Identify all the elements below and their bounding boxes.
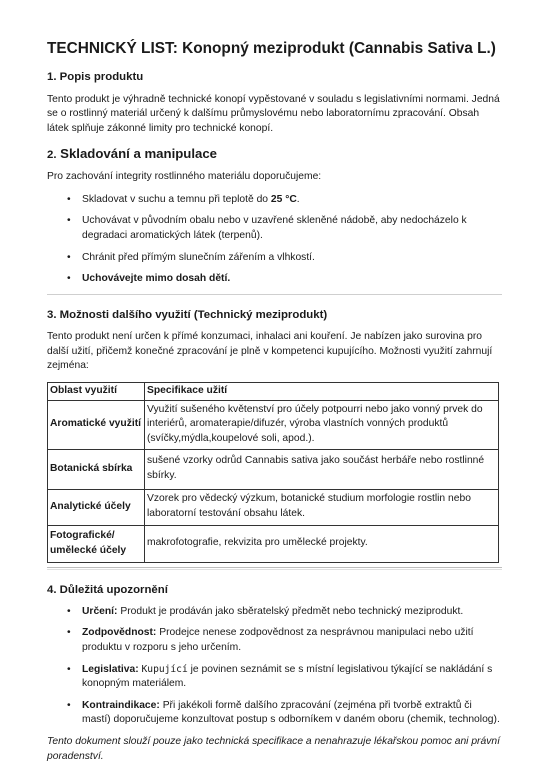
table-cell-area: Aromatické využití [48,400,145,449]
table-cell-spec: Využití sušeného květenství pro účely potpourri nebo jako vonný prvek do interiérů, aromaterapie/difuzér, výroba vlastních vonných produktů (svíčky,mýdla,koupelové soli, apod.). [145,400,499,449]
section-1-heading: 1. Popis produktu [47,71,144,84]
section-1-text: Tento produkt je výhradně technické konopí vypěstované v souladu s legislativními normami. Jedná se o rostlinný materiál určený k dalšímu průmyslovému nebo laboratornímu zpracování. Obsah látek splňuje zákonné limity pro technické konopí. [47,93,500,134]
section-2-title: Skladování a manipulace [60,145,218,161]
section-2-intro: Pro zachování integrity rostlinného materiálu doporučujeme: [47,171,322,183]
section-product-description [47,69,502,136]
table-cell-area: Fotografické/ umělecké účely [48,525,145,562]
table-cell-spec: sušené vzorky odrůd Cannabis sativa jako součást herbáře nebo rostlinné sbírky. [145,449,499,489]
storage-list [47,193,502,287]
table-row [48,489,499,525]
warnings-list [47,605,502,728]
table-cell-spec: Vzorek pro vědecký výzkum, botanické studium morfologie rostlin nebo laboratorní testování obsahu látek. [145,489,499,525]
table-header-spec: Specifikace užití [145,382,499,400]
list-item: • Určení: Produkt je prodáván jako sběratelský předmět nebo technický meziprodukt. [67,605,502,620]
table-header-row [48,382,499,400]
disclaimer-footer: Tento dokument slouží pouze jako technická specifikace a nenahrazuje lékařskou pomoc ani právní poradenství. [47,735,500,762]
document-title: TECHNICKÝ LIST: Konopný meziprodukt (Cannabis Sativa L.) [47,40,496,57]
section-3-intro: Tento produkt není určen k přímé konzumaci, inhalaci ani kouření. Je nabízen jako surovina pro další užití, přičemž konečné zpracování je plně v kompetenci kupujícího. Možnosti využití zahrnují zejména: [47,331,493,372]
section-4-heading: 4. Důležitá upozornění [47,583,168,596]
list-item: • Kontraindikace: Při jakékoli formě dalšího zpracování (zejména při tvorbě extraktů či mastí) doporučujeme konzultovat postup s odborníkem v daném oboru (chemik, technolog). [67,699,502,728]
section-usage [47,307,502,563]
list-item: • Uchovávat v původním obalu nebo v uzavřené skleněné nádobě, aby nedocházelo k degradaci aromatických látek (terpenů). [67,214,502,243]
list-item: • Skladovat v suchu a temnu při teplotě do 25 °C. [67,193,502,208]
list-item: • Zodpovědnost: Prodejce nenese zodpovědnost za nesprávnou manipulaci nebo užití produktu v rozporu s jeho určením. [67,626,502,655]
section-warnings [47,582,502,728]
section-3-heading: 3. Možnosti dalšího využití (Technický meziprodukt) [47,308,328,321]
list-item: • Legislativa: Kupující je povinen seznámit se s místní legislativou týkající se nakládání s konopným materiálem. [67,663,502,692]
section-2-number: 2. [47,148,57,161]
list-item: • Chránit před přímým slunečním zářením a vlhkostí. [67,251,502,266]
table-row [48,400,499,449]
section-storage [47,145,502,287]
table-row [48,449,499,489]
table-cell-area: Analytické účely [48,489,145,525]
section-2-heading [47,145,502,164]
table-header-area: Oblast využití [48,382,145,400]
divider [47,567,502,570]
list-item: • Uchovávejte mimo dosah dětí. [67,272,502,287]
table-cell-area: Botanická sbírka [48,449,145,489]
divider [47,294,502,295]
usage-table [47,382,499,563]
table-cell-spec: makrofotografie, rekvizita pro umělecké projekty. [145,525,499,562]
table-row [48,525,499,562]
